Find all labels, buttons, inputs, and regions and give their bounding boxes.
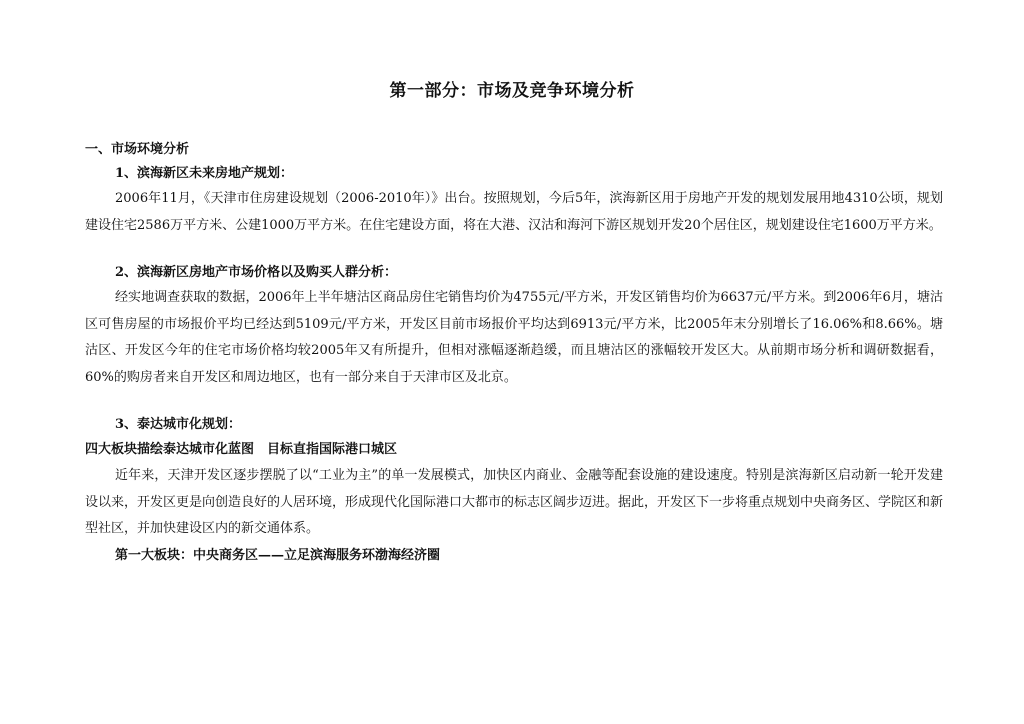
page-title: 第一部分：市场及竞争环境分析: [389, 81, 635, 101]
document-body: [85, 138, 943, 569]
section-heading: 一、市场环境分析: [85, 142, 190, 157]
paragraph-1: 2006年11月，《天津市住房建设规划（2006-2010年）》出台。按照规划，今后5年，滨海新区用于房地产开发的规划发展用地4310公顷，规划建设住宅2586万平方米、公建1000万平方米。在住宅建设方面，将在大港、汉沽和海河下游区规划开发20个居住区，规划建设住宅1600万平方米。: [85, 191, 943, 233]
paragraph-3: 近年来，天津开发区逐步摆脱了以“工业为主”的单一发展模式，加快区内商业、金融等配套设施的建设速度。特别是滨海新区启动新一轮开发建设以来，开发区更是向创造良好的人居环境，形成现代化国际港口大都市的标志区阔步迈进。据此，开发区下一步将重点规划中央商务区、学院区和新型社区，并加快建设区内的新交通体系。: [85, 468, 944, 536]
subsection-heading-2: 2、滨海新区房地产市场价格以及购买人群分析：: [115, 265, 398, 280]
block-heading-1: 第一大板块：中央商务区——立足滨海服务环渤海经济圈: [115, 547, 441, 563]
subsection-heading-1: 1、滨海新区未来房地产规划：: [115, 166, 294, 181]
subsection-heading-3: 3、泰达城市化规划：: [115, 417, 242, 432]
subsection-subtitle: 四大板块描绘泰达城市化蓝图 目标直指国际港口城区: [85, 442, 398, 457]
paragraph-2: 经实地调查获取的数据，2006年上半年塘沽区商品房住宅销售均价为4755元/平方米，开发区销售均价为6637元/平方米。到2006年6月，塘沽区可售房屋的市场报价平均已经达到5109元/平方米，开发区目前市场报价平均达到6913元/平方米，比2005年末分别增长了16.06%和8.66%。塘沽区、开发区今年的住宅市场价格均较2005年又有所提升，但相对涨幅逐渐趋缓，而且塘沽区的涨幅较开发区大。从前期市场分析和调研数据看，60%的购房者来自开发区和周边地区，也有一部分来自于天津市区及北京。: [85, 290, 943, 385]
